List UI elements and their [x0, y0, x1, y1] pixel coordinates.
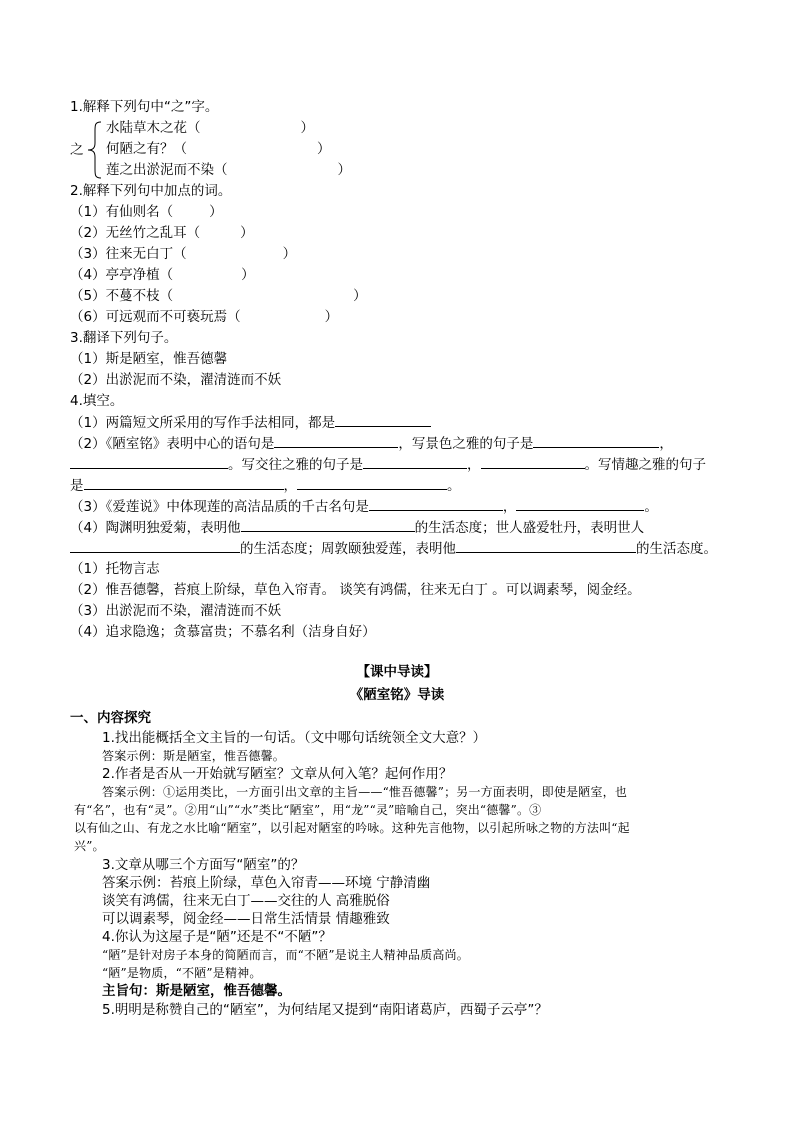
- answer-q1: 答案示例：斯是陋室，惟吾德馨。: [102, 749, 286, 763]
- answer-q3-line-2: 谈笑有鸿儒，往来无白丁——交往的人 高雅脱俗: [102, 893, 390, 909]
- answer-q3-line-1: 答案示例：苔痕上阶绿，草色入帘青——环境 宁静清幽: [102, 875, 431, 891]
- q2-item-3: （3）往来无白丁（ ）: [70, 246, 297, 262]
- q4-line-6: （4）陶渊明独爱菊，表明他 的生活态度；世人盛爱牡丹，表明世人: [70, 517, 644, 538]
- question-4: 4.你认为这屋子是“陋”还是不“不陋”？: [102, 929, 332, 945]
- zhi-char: 之: [70, 142, 84, 158]
- answer-q2-line-4: 兴”。: [74, 839, 105, 853]
- main-idea: 主旨句：斯是陋室，惟吾德馨。: [102, 983, 291, 999]
- q4-line-3: 。写交往之雅的句子是 ， 。写情趣之雅的句子: [70, 454, 706, 475]
- question-3: 3.文章从哪三个方面写“陋室”的？: [102, 857, 305, 873]
- lesson-tag: 【课中导读】: [356, 664, 438, 680]
- q1-item-2: 何陋之有？（ ）: [106, 141, 331, 157]
- q3-title: 3.翻译下列句子。: [70, 330, 178, 346]
- question-1: 1.找出能概括全文主旨的一句话。（文中哪句话统领全文大意？）: [102, 730, 487, 746]
- q4-line-1: （1）两篇短文所采用的写作手法相同，都是: [70, 412, 431, 433]
- q1-item-3: 莲之出淤泥而不染（ ）: [106, 162, 351, 178]
- lesson-title: 《陋室铭》导读: [349, 687, 445, 703]
- section-heading: 一、内容探究: [70, 710, 151, 726]
- question-2: 2.作者是否从一开始就写陋室？文章从何入笔？起何作用？: [102, 766, 453, 782]
- answer-4: （4）追求隐逸；贪慕富贵；不慕名利（洁身自好）: [70, 624, 376, 640]
- answer-q3-line-3: 可以调素琴，阅金经——日常生活情景 情趣雅致: [102, 911, 390, 927]
- q2-title: 2.解释下列句中加点的词。: [70, 183, 232, 199]
- q4-line-4: 是 ， 。: [70, 475, 461, 496]
- q2-item-2: （2）无丝竹之乱耳（ ）: [70, 225, 254, 241]
- answer-q2-line-1: 答案示例：①运用类比，一方面引出文章的主旨——“惟吾德馨”；另一方面表明，即使是陋室，也: [102, 785, 628, 799]
- q3-item-2: （2）出淤泥而不染，濯清涟而不妖: [70, 372, 282, 388]
- answer-q4-line-2: “陋”是物质，“不陋”是精神。: [102, 966, 262, 980]
- q1-title: 1.解释下列句中“之”字。: [70, 99, 219, 115]
- answer-2: （2）惟吾德馨，苔痕上阶绿，草色入帘青。 谈笑有鸿儒，往来无白丁 。可以调素琴，阅金经。: [70, 582, 641, 598]
- answer-q2-line-3: 以有仙之山、有龙之水比喻“陋室”，以引起对陋室的吟咏。这种先言他物，以引起所咏之物的方法叫“起: [74, 821, 630, 835]
- q3-item-1: （1）斯是陋室，惟吾德馨: [70, 351, 228, 367]
- q2-item-5: （5）不蔓不枝（ ）: [70, 288, 367, 304]
- answer-q4-line-1: “陋”是针对房子本身的简陋而言，而“不陋”是说主人精神品质高尚。: [102, 948, 469, 962]
- answer-3: （3）出淤泥而不染，濯清涟而不妖: [70, 603, 282, 619]
- q1-item-1: 水陆草木之花（ ）: [106, 120, 314, 136]
- q4-title: 4.填空。: [70, 393, 124, 409]
- curly-brace-icon: [86, 121, 102, 179]
- question-5: 5.明明是称赞自己的“陋室”，为何结尾又提到“南阳诸葛庐，西蜀子云亭”？: [102, 1002, 548, 1018]
- q2-item-1: （1）有仙则名（ ）: [70, 204, 223, 220]
- answer-1: （1）托物言志: [70, 561, 160, 577]
- q4-line-7: 的生活态度；周敦颐独爱莲，表明他 的生活态度。: [70, 538, 717, 559]
- q4-line-5: （3）《爱莲说》中体现莲的高洁品质的千古名句是 ， 。: [70, 496, 658, 517]
- answer-q2-line-2: 有“名”，也有“灵”。②用“山”“水”类比“陋室”，用“龙”“灵”暗喻自己，突出“德馨”。③: [74, 803, 542, 817]
- q2-item-4: （4）亭亭净植（ ）: [70, 267, 255, 283]
- q4-line-2: （2）《陋室铭》表明中心的语句是 ，写景色之雅的句子是 ，: [70, 433, 673, 454]
- q2-item-6: （6）可远观而不可亵玩焉（ ）: [70, 309, 339, 325]
